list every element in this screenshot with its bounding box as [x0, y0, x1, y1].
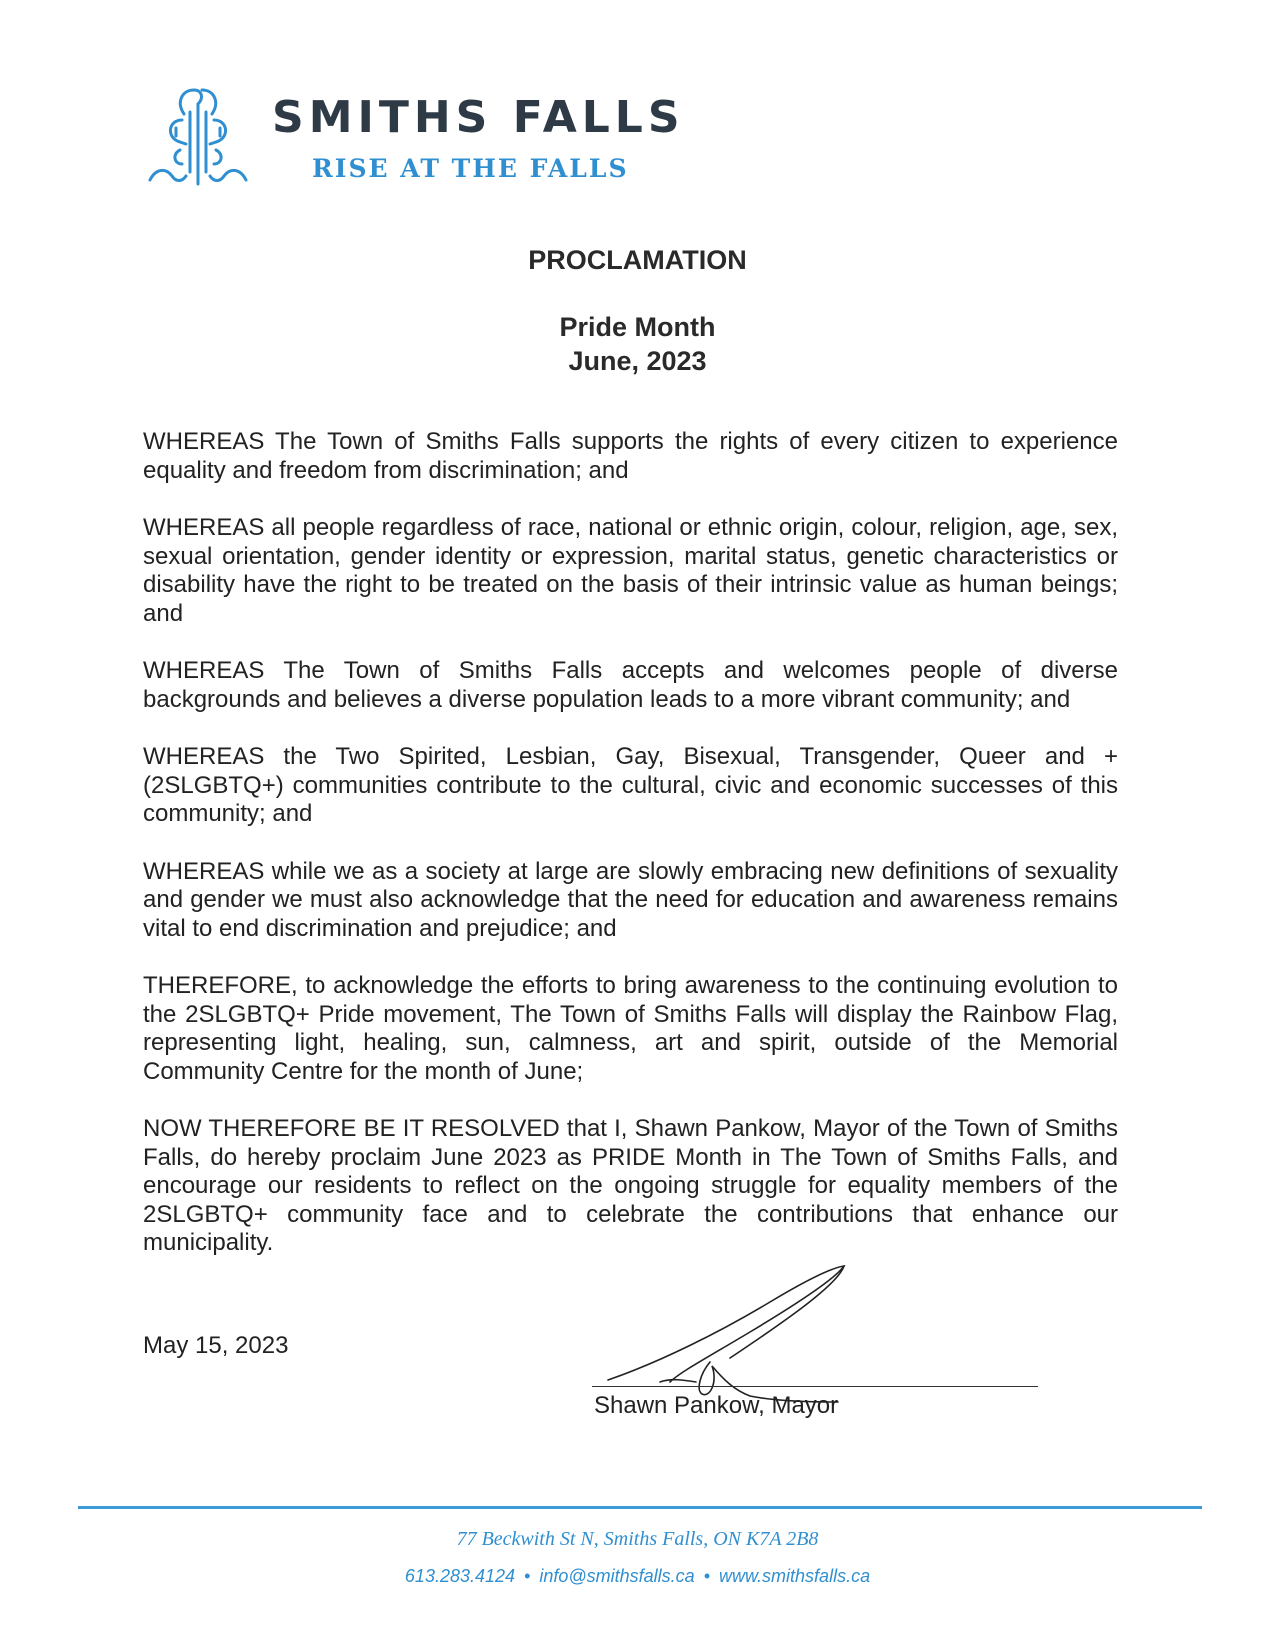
separator-dot: •	[703, 1566, 711, 1586]
proclamation-body	[143, 428, 1118, 1258]
whereas-paragraph: WHEREAS while we as a society at large are slowly embracing new definitions of sexuality and gender we must also acknowledge that the need for education and awareness remains vital to end discrimination and prejudice; and	[143, 857, 1118, 942]
footer-contacts	[0, 1566, 1275, 1587]
whereas-paragraph: WHEREAS The Town of Smiths Falls accepts and welcomes people of diverse backgrounds and believes a diverse population leads to a more vibrant community; and	[143, 657, 1118, 713]
footer-phone: 613.283.4124	[404, 1566, 516, 1586]
whereas-paragraph: WHEREAS The Town of Smiths Falls supports the rights of every citizen to experience equality and freedom from discrimination; and	[143, 428, 1118, 484]
proclamation-title: Pride Month	[559, 312, 716, 342]
signer-name: Shawn Pankow, Mayor	[594, 1392, 839, 1419]
therefore-paragraph: THEREFORE, to acknowledge the efforts to bring awareness to the continuing evolution to the 2SLGBTQ+ Pride movement, The Town of Smiths Falls will display the Rainbow Flag, representing light, healing, sun, calmness, art and spirit, outside of the Memorial Community Centre for the month of June;	[143, 972, 1118, 1085]
smiths-falls-logo-icon	[146, 84, 250, 194]
signing-date: May 15, 2023	[143, 1332, 289, 1359]
proclamation-period: June, 2023	[568, 346, 707, 376]
footer-email[interactable]: info@smithsfalls.ca	[539, 1566, 695, 1586]
document-label: PROCLAMATION	[528, 245, 747, 275]
resolution-paragraph: NOW THEREFORE BE IT RESOLVED that I, Shawn Pankow, Mayor of the Town of Smiths Falls, do hereby proclaim June 2023 as PRIDE Month in The Town of Smiths Falls, and encourage our residents to reflect on the ongoing struggle for equality members of the 2SLGBTQ+ community face and to celebrate the contributions that enhance our municipality.	[143, 1115, 1118, 1256]
separator-dot: •	[524, 1566, 531, 1586]
footer-divider	[78, 1506, 1202, 1509]
brand-name: SMITHS FALLS	[272, 92, 685, 143]
brand-tagline: RISE AT THE FALLS	[312, 154, 629, 183]
signature-line	[592, 1386, 1038, 1387]
footer-address: 77 Beckwith St N, Smiths Falls, ON K7A 2B8	[456, 1528, 819, 1550]
whereas-paragraph: WHEREAS the Two Spirited, Lesbian, Gay, Bisexual, Transgender, Queer and + (2SLGBTQ+) communities contribute to the cultural, civic and economic successes of this community; and	[143, 743, 1118, 827]
footer-website[interactable]: www.smithsfalls.ca	[719, 1566, 871, 1586]
whereas-paragraph: WHEREAS all people regardless of race, national or ethnic origin, colour, religion, age, sex, sexual orientation, gender identity or expression, marital status, genetic characteristics or disability have the right to be treated on the basis of their intrinsic value as human beings; and	[143, 514, 1118, 627]
